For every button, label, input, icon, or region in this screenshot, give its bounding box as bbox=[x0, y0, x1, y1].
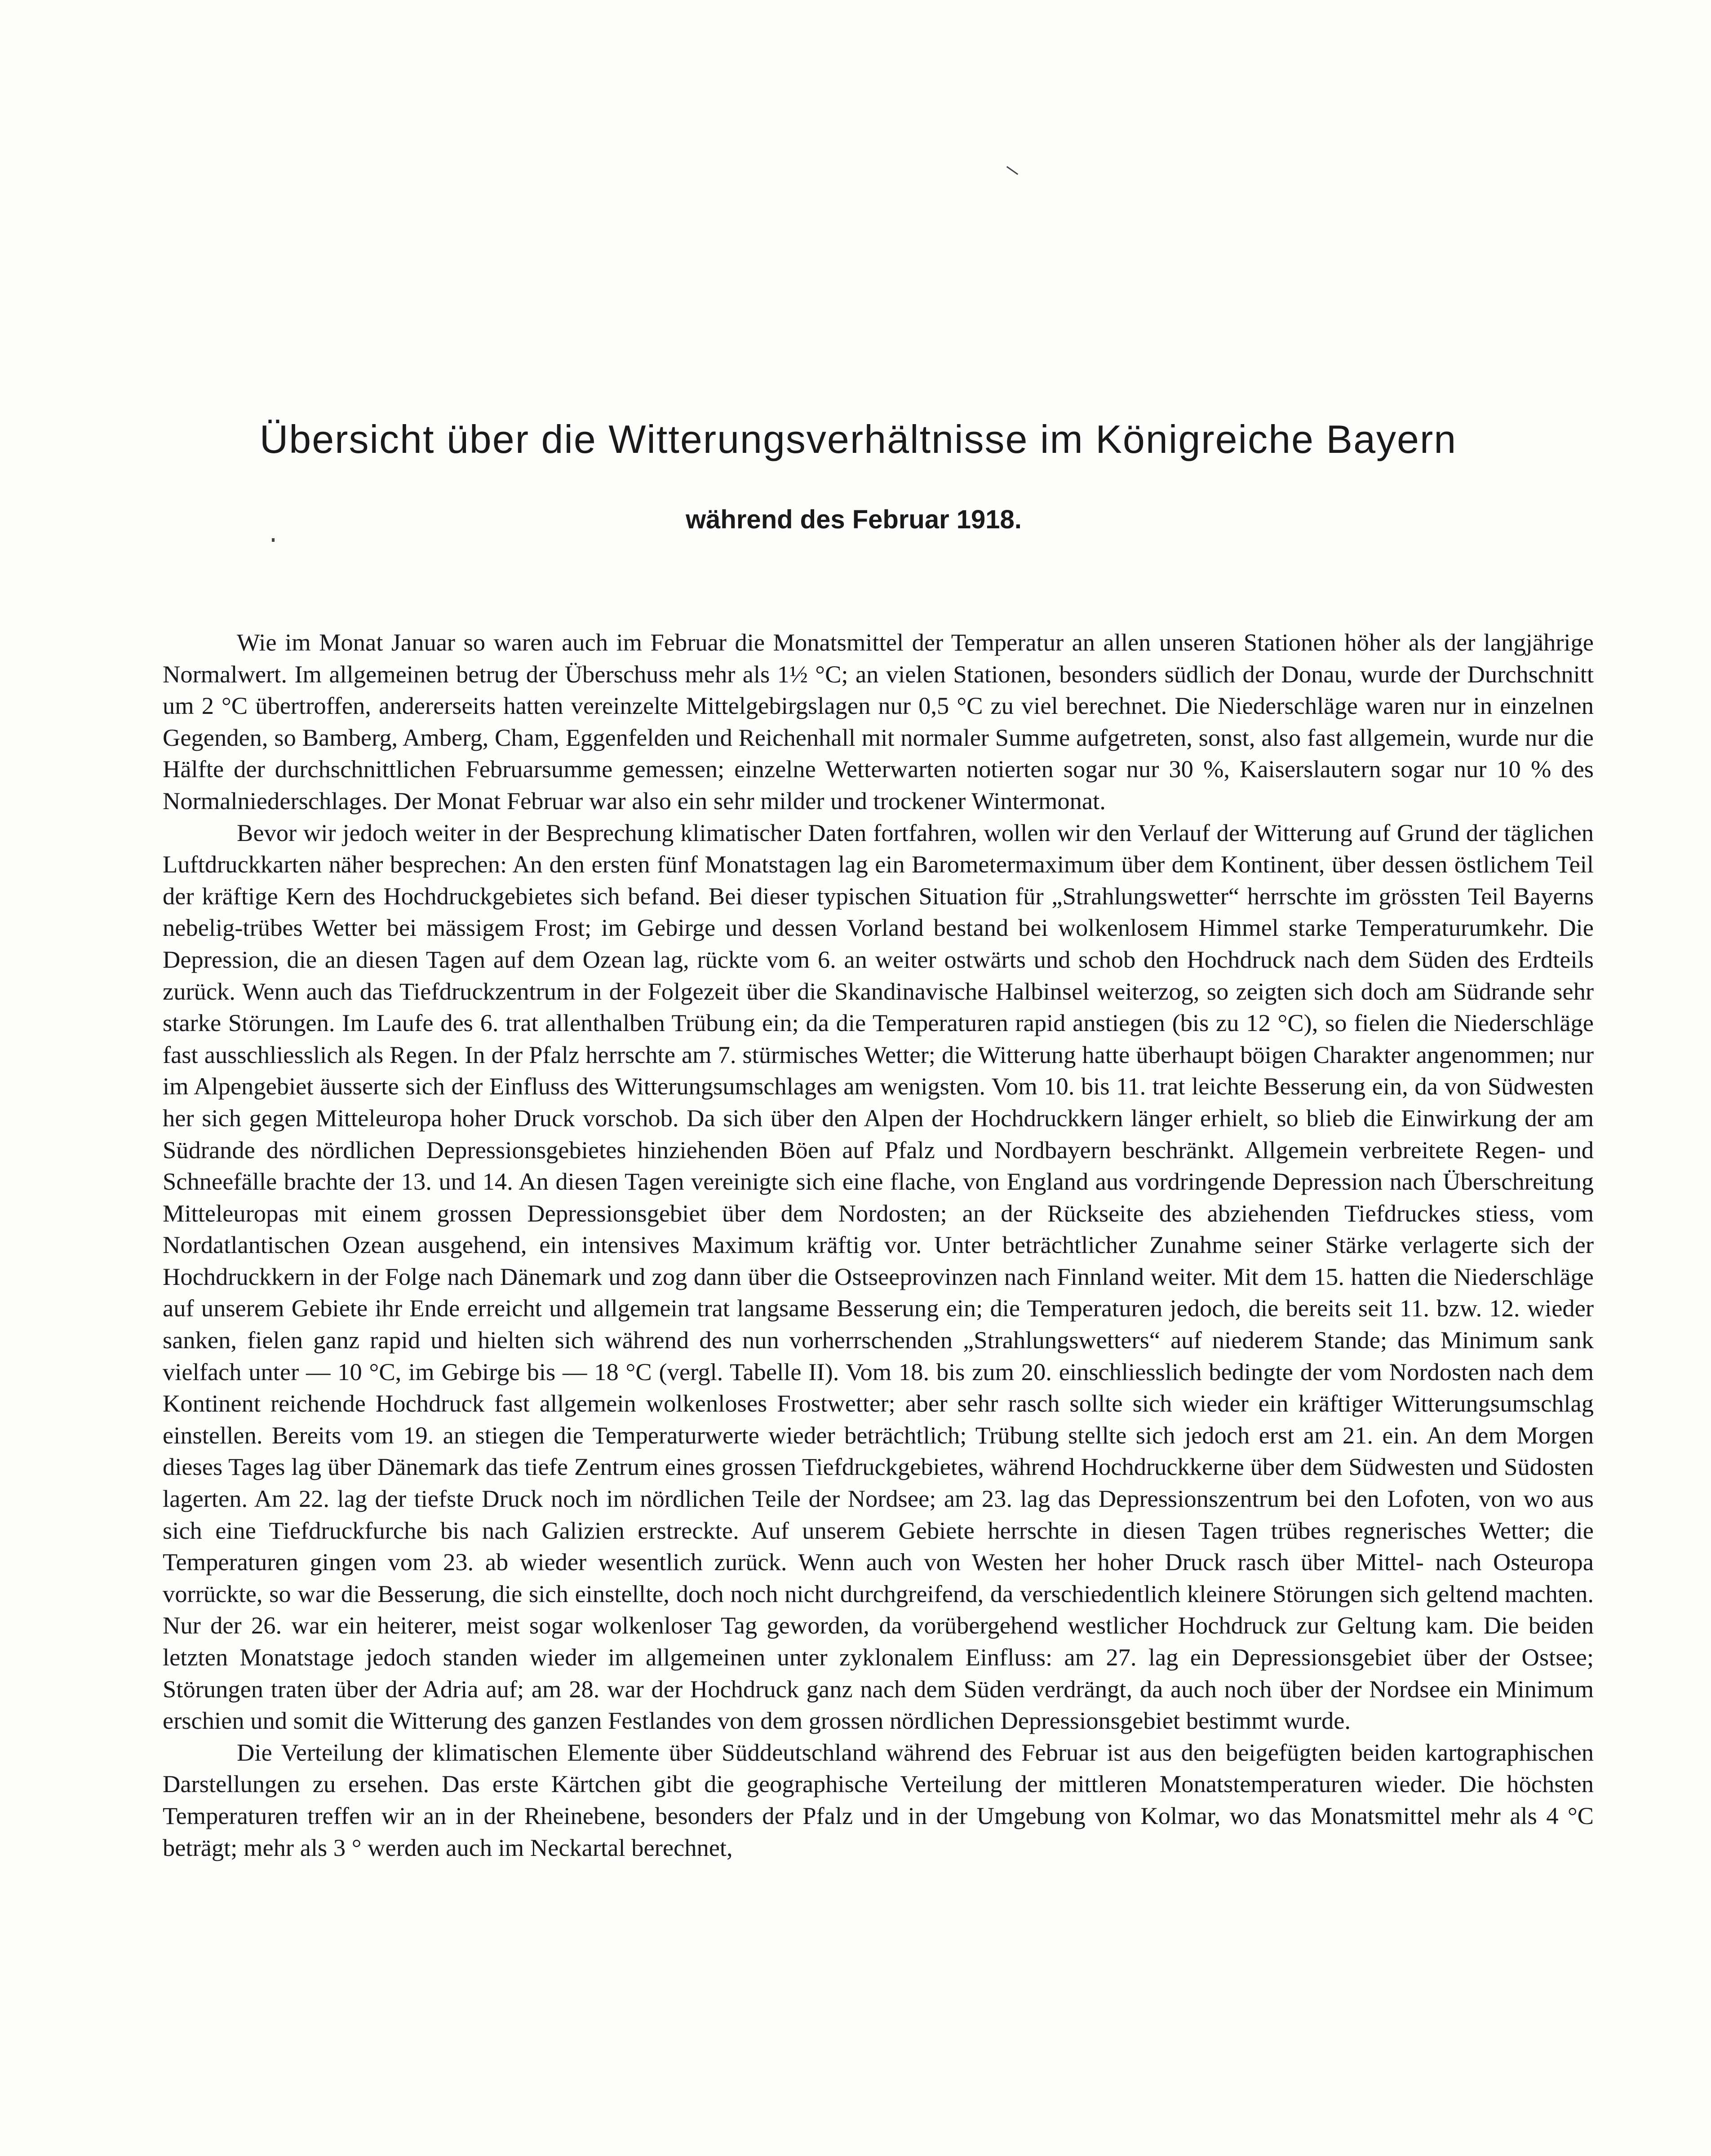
scan-speck bbox=[1006, 166, 1018, 175]
paragraph-weather-course: Bevor wir jedoch weiter in der Besprechung klimatischer Daten fortfahren, wollen wir den Verlauf der Witterung auf Grund der täglichen Luftdruckkarten näher besprechen: An den ersten fünf Monatstagen lag ein Barometermaximum über dem Kontinent, über dessen östlichem Teil der kräftige Kern des Hochdruckgebietes sich befand. Bei dieser typischen Situation für „Strahlungswetter“ herrschte im grössten Teil Bayerns nebelig-trübes Wetter bei mässigem Frost; im Gebirge und dessen Vorland bestand bei wolkenlosem Himmel starke Temperaturumkehr. Die Depression, die an diesen Tagen auf dem Ozean lag, rückte vom 6. an weiter ostwärts und schob den Hochdruck nach dem Süden des Erdteils zurück. Wenn auch das Tiefdruckzentrum in der Folgezeit über die Skandinavische Halbinsel weiterzog, so zeigten sich doch am Südrande sehr starke Störungen. Im Laufe des 6. trat allenthalben Trübung ein; da die Temperaturen rapid anstiegen (bis zu 12 °C), so fielen die Niederschläge fast ausschliesslich als Regen. In der Pfalz herrschte am 7. stürmisches Wetter; die Witterung hatte überhaupt böigen Charakter angenommen; nur im Alpengebiet äusserte sich der Einfluss des Witterungsumschlages am wenigsten. Vom 10. bis 11. trat leichte Besserung ein, da von Südwesten her sich gegen Mitteleuropa hoher Druck vorschob. Da sich über den Alpen der Hochdruckkern länger erhielt, so blieb die Einwirkung der am Südrande des nördlichen Depressionsgebietes hinziehenden Böen auf Pfalz und Nordbayern beschränkt. Allgemein verbreitete Regen- und Schneefälle brachte der 13. und 14. An diesen Tagen vereinigte sich eine flache, von England aus vordringende Depression nach Überschreitung Mitteleuropas mit einem grossen Depressionsgebiet über dem Nordosten; an der Rückseite des abziehenden Tiefdruckes stiess, vom Nordatlantischen Ozean ausgehend, ein intensives Maximum kräftig vor. Unter beträchtlicher Zunahme seiner Stärke verlagerte sich der Hochdruckkern in der Folge nach Dänemark und zog dann über die Ostseeprovinzen nach Finnland weiter. Mit dem 15. hatten die Niederschläge auf unserem Gebiete ihr Ende erreicht und allgemein trat langsame Besserung ein; die Temperaturen jedoch, die bereits seit 11. bzw. 12. wieder sanken, fielen ganz rapid und hielten sich während des nun vorherrschenden „Strahlungswetters“ auf niederem Stande; das Minimum sank vielfach unter — 10 °C, im Gebirge bis — 18 °C (vergl. Tabelle II). Vom 18. bis zum 20. einschliesslich bedingte der vom Nordosten nach dem Kontinent reichende Hochdruck fast allgemein wolkenloses Frostwetter; aber sehr rasch sollte sich wieder ein kräftiger Witterungsumschlag einstellen. Bereits vom 19. an stiegen die Temperaturwerte wieder beträchtlich; Trübung stellte sich jedoch erst am 21. ein. An dem Morgen dieses Tages lag über Dänemark das tiefe Zentrum eines grossen Tiefdruckgebietes, während Hochdruckkerne über dem Südwesten und Südosten lagerten. Am 22. lag der tiefste Druck noch im nördlichen Teile der Nordsee; am 23. lag das Depressionszentrum bei den Lofoten, von wo aus sich eine Tiefdruckfurche bis nach Galizien erstreckte. Auf unserem Gebiete herrschte in diesen Tagen trübes regnerisches Wetter; die Temperaturen gingen vom 23. ab wieder wesentlich zurück. Wenn auch von Westen her hoher Druck rasch über Mittel- nach Osteuropa vorrückte, so war die Besserung, die sich einstellte, doch noch nicht durchgreifend, da verschiedentlich kleinere Störungen sich geltend machten. Nur der 26. war ein heiterer, meist sogar wolkenloser Tag geworden, da vorübergehend westlicher Hochdruck zur Geltung kam. Die beiden letzten Monatstage jedoch standen wieder im allgemeinen unter zyklonalem Einfluss: am 27. lag ein Depressionsgebiet über der Ostsee; Störungen traten über der Adria auf; am 28. war der Hochdruck ganz nach dem Süden verdrängt, da auch noch über der Nordsee ein Minimum erschien und somit die Witterung des ganzen Festlandes von dem grossen nördlichen Depressionsgebiet bestimmt wurde. bbox=[163, 819, 1594, 1735]
body-text bbox=[163, 627, 1594, 1864]
paragraph-temperature-summary: Wie im Monat Januar so waren auch im Februar die Monatsmittel der Temperatur an allen unseren Stationen höher als der langjährige Normalwert. Im allgemeinen betrug der Überschuss mehr als 1½ °C; an vielen Stationen, besonders südlich der Donau, wurde der Durchschnitt um 2 °C übertroffen, andererseits hatten vereinzelte Mittelgebirgslagen nur 0,5 °C zu viel berechnet. Die Niederschläge waren nur in einzelnen Gegenden, so Bamberg, Amberg, Cham, Eggenfelden und Reichenhall mit normaler Summe aufgetreten, sonst, also fast allgemein, wurde nur die Hälfte der durchschnittlichen Februarsumme gemessen; einzelne Wetterwarten notierten sogar nur 30 %, Kaiserslautern sogar nur 10 % des Normalniederschlages. Der Monat Februar war also ein sehr milder und trockener Wintermonat. bbox=[163, 629, 1594, 815]
page-title: Übersicht über die Witterungsverhältnisse im Königreiche Bayern bbox=[259, 417, 1457, 461]
page-subtitle: während des Februar 1918. bbox=[686, 505, 1022, 534]
paragraph-climate-distribution: Die Verteilung der klimatischen Elemente über Süddeutschland während des Februar ist aus den beigefügten beiden kartographischen Darstellungen zu ersehen. Das erste Kärtchen gibt die geographische Verteilung der mittleren Monatstemperaturen wieder. Die höchsten Temperaturen treffen wir an in der Rheinebene, besonders der Pfalz und in der Umgebung von Kolmar, wo das Monatsmittel mehr als 4 °C beträgt; mehr als 3 ° werden auch im Neckartal berechnet, bbox=[163, 1738, 1594, 1861]
scan-speck bbox=[272, 538, 275, 542]
